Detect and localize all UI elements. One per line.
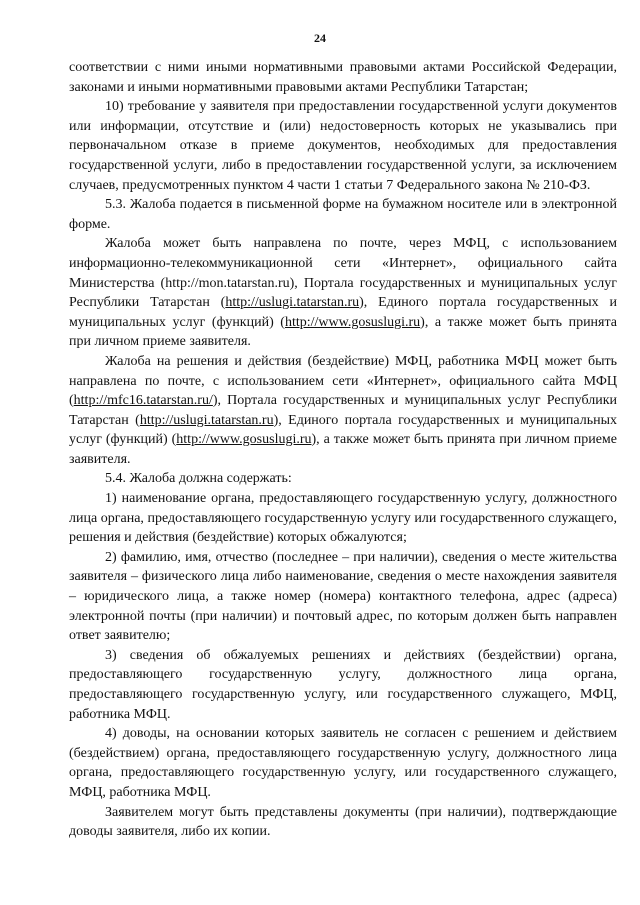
paragraph-5-3: 5.3. Жалоба подается в письменной форме на бумажном носителе или в электронной форме. bbox=[69, 197, 617, 232]
uslugi-tatarstan-link[interactable]: http://uslugi.tatarstan.ru bbox=[139, 412, 274, 428]
uslugi-tatarstan-link[interactable]: http://uslugi.tatarstan.ru bbox=[225, 295, 360, 311]
paragraph-text: ), а также может быть принята при личном приеме заявителя. bbox=[69, 314, 617, 350]
mfc16-link[interactable]: http://mfc16.tatarstan.ru/ bbox=[73, 393, 213, 409]
list-item-3: 3) сведения об обжалуемых решениях и действиях (бездействии) органа, предоставляющего государственную услугу, должностного лица органа, предоставляющего государственную услугу, или государственного служащего, МФЦ, работника МФЦ. bbox=[69, 647, 617, 722]
paragraph-5-4: 5.4. Жалоба должна содержать: bbox=[105, 471, 292, 487]
paragraph-mfc-complaint bbox=[69, 352, 617, 470]
paragraph-text: Жалоба на решения и действия (бездействие) МФЦ, работника МФЦ может быть направлена по почте, с использованием сети «Интернет», официального сайта МФЦ ( bbox=[69, 353, 617, 409]
gosuslugi-link[interactable]: http://www.gosuslugi.ru bbox=[176, 432, 312, 448]
list-item-4: 4) доводы, на основании которых заявитель не согласен с решением и действием (бездействием) органа, предоставляющего государственную услугу, должностного лица органа, предоставляющего государственную услугу, или государственного служащего, МФЦ, работника МФЦ. bbox=[69, 726, 617, 800]
paragraph-documents: Заявителем могут быть представлены документы (при наличии), подтверждающие доводы заявителя, либо их копии. bbox=[69, 804, 617, 840]
gosuslugi-link[interactable]: http://www.gosuslugi.ru bbox=[284, 314, 421, 330]
paragraph-item-10: 10) требование у заявителя при предоставлении государственной услуги документов или информации, отсутствие и (или) недостоверность которых не указывались при первоначальном отказе в приеме документов, необходимых для предоставления государственной услуги, либо в предоставлении государственной услуги, за исключением случаев, предусмотренных пунктом 4 части 1 статьи 7 Федерального закона № 210-ФЗ. bbox=[69, 99, 617, 193]
paragraph-continuation: соответствии с ними иными нормативными правовыми актами Российской Федерации, законами и иными нормативными правовыми актами Республики Татарстан; bbox=[69, 60, 617, 95]
paragraph-text: ), Портала государственных и муниципальных услуг Республики Татарстан ( bbox=[69, 393, 617, 428]
paragraph-text: ), Единого портала государственных и муниципальных услуг (функций) ( bbox=[69, 295, 617, 330]
paragraph-text: ), а также может быть принята при личном приеме заявителя. bbox=[69, 432, 618, 467]
page-number: 24 bbox=[314, 31, 326, 45]
paragraph-text: Жалоба может быть направлена по почте, через МФЦ, с использованием информационно-телекоммуникационной сети «Интернет», официального сайта Министерства (http://mon.tatarstan.ru), Портала государственных и муниципальных услуг Республики Татарстан ( bbox=[69, 236, 617, 311]
paragraph-submission-channels bbox=[69, 234, 617, 352]
list-item-2: 2) фамилию, имя, отчество (последнее – при наличии), сведения о месте жительства заявителя – физического лица либо наименование, сведения о месте нахождения заявителя – юридического лица, а также номер (номера) контактного телефона, адрес (адреса) электронной почты (при наличии) и почтовый адрес, по которым должен быть направлен ответ заявителю; bbox=[69, 549, 617, 644]
list-item-1: 1) наименование органа, предоставляющего государственную услугу, должностного лица органа, предоставляющего государственную услугу или государственного служащего, решения и действия (бездействие) которых обжалуются; bbox=[69, 491, 617, 546]
document-body bbox=[69, 58, 617, 842]
paragraph-text: ), Единого портала государственных и муниципальных услуг (функций) ( bbox=[69, 412, 617, 448]
